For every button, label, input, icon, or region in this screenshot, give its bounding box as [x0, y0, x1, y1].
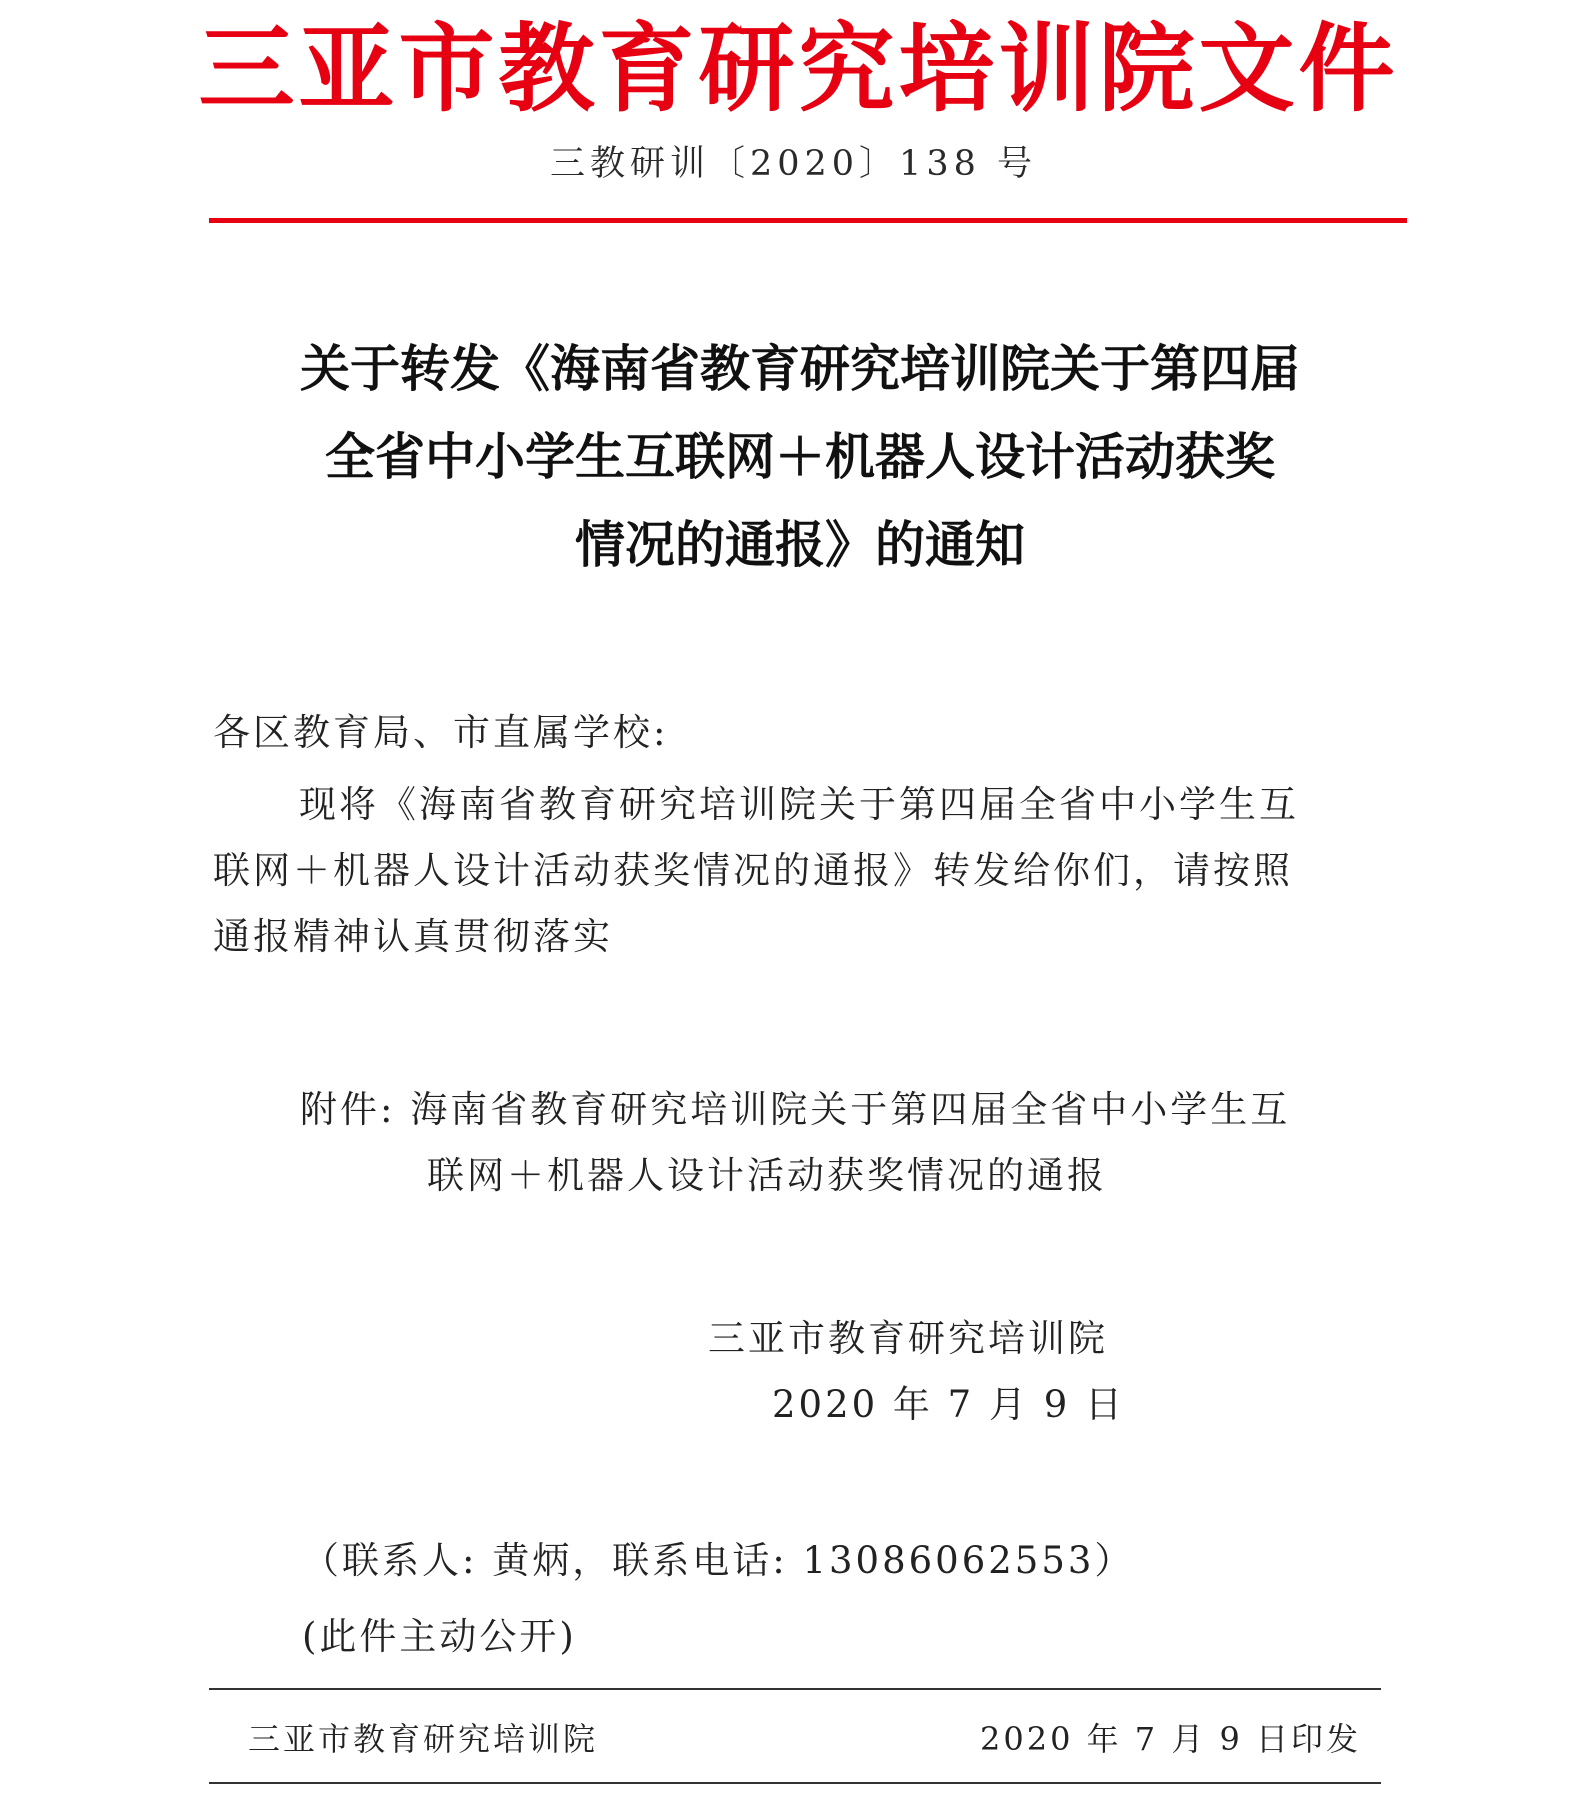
disclosure-note: (此件主动公开) [302, 1615, 577, 1658]
signature-issuer: 三亚市教育研究培训院 [708, 1317, 1108, 1360]
signature-block [708, 1306, 1128, 1438]
footer-issuer: 三亚市教育研究培训院 [248, 1720, 599, 1758]
org-file-header: 三亚市教育研究培训院文件 [198, 12, 1399, 125]
title-line-1: 关于转发《海南省教育研究培训院关于第四届 [300, 339, 1300, 398]
title-line-2: 全省中小学生互联网＋机器人设计活动获奖 [325, 427, 1275, 486]
red-separator-line [209, 218, 1407, 223]
footer-bottom-rule [209, 1782, 1381, 1784]
attachment-line-1: 附件: 海南省教育研究培训院关于第四届全省中小学生互 [300, 1088, 1291, 1131]
attachment-note [300, 1077, 1290, 1209]
footer-top-rule [209, 1688, 1381, 1690]
title-line-3: 情况的通报》的通知 [575, 515, 1025, 574]
footer-issue-date: 2020 年 7 月 9 日印发 [980, 1720, 1362, 1758]
body-line-2: 联网＋机器人设计活动获奖情况的通报》转发给你们，请按照 [213, 849, 1293, 892]
body-line-1: 现将《海南省教育研究培训院关于第四届全省中小学生互 [299, 783, 1299, 826]
salutation: 各区教育局、市直属学校: [213, 711, 669, 754]
body-paragraph [213, 772, 1383, 970]
signature-date: 2020 年 7 月 9 日 [772, 1383, 1126, 1426]
document-number: 三教研训〔2020〕138 号 [549, 144, 1037, 184]
body-line-3: 通报精神认真贯彻落实 [213, 915, 613, 958]
attachment-line-2: 联网＋机器人设计活动获奖情况的通报 [427, 1154, 1107, 1197]
contact-info: （联系人: 黄炳，联系电话: 13086062553） [302, 1539, 1135, 1582]
document-title [200, 325, 1400, 589]
